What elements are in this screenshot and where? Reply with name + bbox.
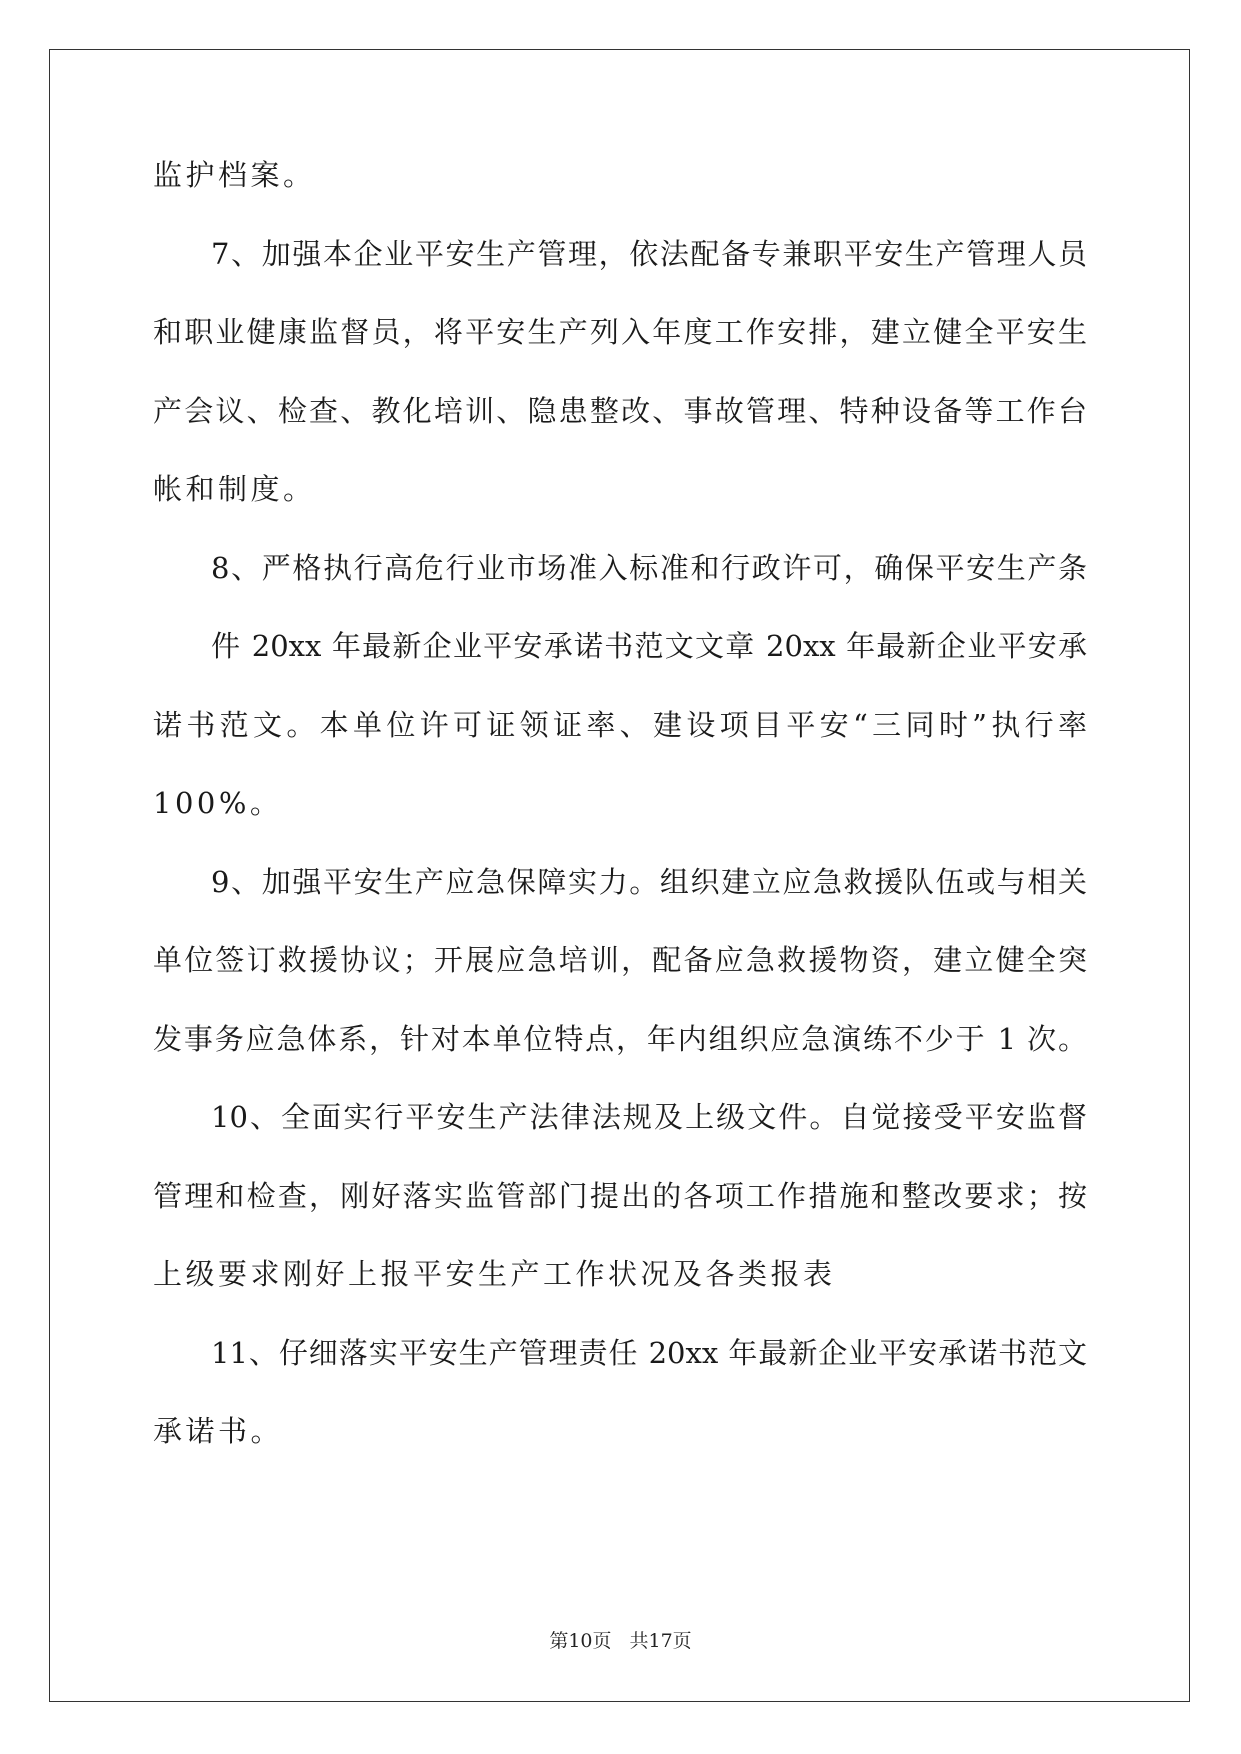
document-body [153, 157, 1087, 1492]
text-line: 和职业健康监督员，将平安生产列入年度工作安排，建立健全平安生 [153, 315, 1087, 349]
text-line: 监护档案。 [153, 158, 316, 192]
text-line: 9、加强平安生产应急保障实力。组织建立应急救援队伍或与相关 [211, 864, 1087, 899]
text-line: 11、仔细落实平安生产管理责任 20xx 年最新企业平安承诺书范文 [211, 1335, 1087, 1370]
page-number-current: 第10页 [549, 1630, 612, 1652]
text-line: 诺书范文。本单位许可证领证率、建设项目平安“三同时”执行率 [153, 707, 1087, 742]
text-line: 100%。 [153, 786, 283, 820]
text-line: 上级要求刚好上报平安生产工作状况及各类报表 [153, 1257, 836, 1291]
text-line: 件 20xx 年最新企业平安承诺书范文文章 20xx 年最新企业平安承 [211, 629, 1087, 663]
text-line: 7、加强本企业平安生产管理，依法配备专兼职平安生产管理人员 [211, 236, 1087, 271]
text-line: 管理和检查，刚好落实监管部门提出的各项工作措施和整改要求；按 [153, 1178, 1087, 1213]
page-number-total: 共17页 [629, 1630, 692, 1652]
text-line: 8、严格执行高危行业市场准入标准和行政许可，确保平安生产条 [211, 550, 1087, 585]
text-line: 承诺书。 [153, 1414, 284, 1448]
text-line: 发事务应急体系，针对本单位特点，年内组织应急演练不少于 1 次。 [153, 1021, 1087, 1056]
text-line: 单位签订救援协议；开展应急培训，配备应急救援物资，建立健全突 [153, 943, 1087, 977]
text-line: 帐和制度。 [153, 472, 316, 506]
text-line: 产会议、检查、教化培训、隐患整改、事故管理、特种设备等工作台 [153, 393, 1087, 428]
text-line: 10、全面实行平安生产法律法规及上级文件。自觉接受平安监督 [211, 1100, 1087, 1134]
page-footer [0, 1629, 1241, 1653]
